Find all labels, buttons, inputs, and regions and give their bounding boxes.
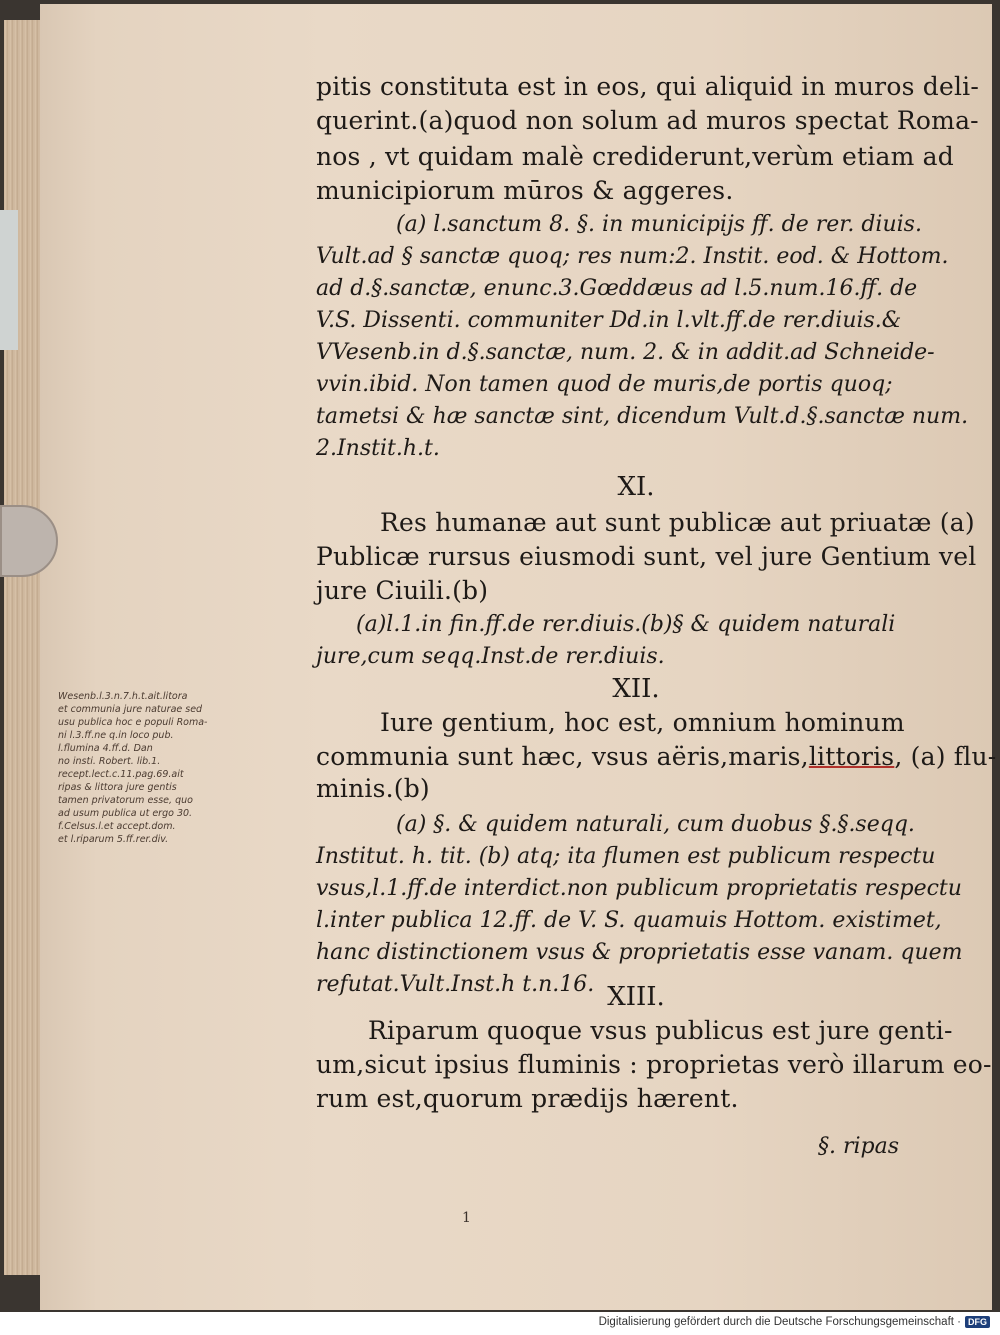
text-line: Iure gentium, hoc est, omnium hominum xyxy=(380,708,905,737)
footer-text: Digitalisierung gefördert durch die Deutsche Forschungsgemeinschaft · xyxy=(598,1316,961,1328)
handwritten-line: recept.lect.c.11.pag.69.ait xyxy=(58,769,184,780)
underlined-word: littoris xyxy=(808,742,895,771)
text-line: Res humanæ aut sunt publicæ aut priuatæ (a) xyxy=(380,508,975,537)
footnote-line: V.S. Dissenti. communiter Dd.in l.vlt.ff.de rer.diuis.& xyxy=(316,308,902,333)
handwritten-line: l.flumina 4.ff.d. Dan xyxy=(58,743,153,754)
text-line: Riparum quoque vsus publicus est jure genti- xyxy=(368,1016,953,1045)
footnote-line: hanc distinctionem vsus & proprietatis esse vanam. quem xyxy=(316,940,963,965)
text-line: um,sicut ipsius fluminis : proprietas verò illarum eo- xyxy=(316,1050,992,1079)
paper-tab xyxy=(0,210,18,350)
handwritten-line: f.Celsus.l.et accept.dom. xyxy=(58,821,176,832)
footnote-line: (a) l.sanctum 8. §. in municipijs ff. de rer. diuis. xyxy=(396,212,922,237)
footnote-line: Vult.ad § sanctæ quoq; res num:2. Instit. eod. & Hottom. xyxy=(316,244,949,269)
dfg-logo-icon: DFG xyxy=(965,1316,990,1328)
handwritten-line: tamen privatorum esse, quo xyxy=(58,795,193,806)
digitization-footer xyxy=(599,1313,990,1331)
section-heading: XIII. xyxy=(607,982,665,1012)
text-line: jure Ciuili.(b) xyxy=(316,576,489,605)
handwritten-line: et communia jure naturae sed xyxy=(58,704,203,715)
text-segment: , (a) flu- xyxy=(894,742,997,771)
footnote-line: vsus,l.1.ff.de interdict.non publicum proprietatis respectu xyxy=(316,876,962,901)
text-line: rum est,quorum prædijs hærent. xyxy=(316,1084,739,1113)
handwritten-line: no insti. Robert. lib.1. xyxy=(58,756,161,767)
book-page-edges xyxy=(4,20,42,1275)
text-line: minis.(b) xyxy=(316,774,430,803)
catchword: §. ripas xyxy=(818,1134,900,1159)
text-line xyxy=(316,742,996,771)
handwritten-line: Wesenb.l.3.n.7.h.t.ait.litora xyxy=(58,691,188,702)
section-heading: XII. xyxy=(612,674,660,704)
text-line: nos , vt quidam malè crediderunt,verùm etiam ad xyxy=(316,142,954,171)
footnote-line: ad d.§.sanctæ, enunc.3.Gœddæus ad l.5.num.16.ff. de xyxy=(316,276,918,301)
handwritten-line: usu publica hoc e populi Roma- xyxy=(58,717,208,728)
page-mark: 1 xyxy=(462,1210,471,1226)
handwritten-line: ad usum publica ut ergo 30. xyxy=(58,808,193,819)
text-line: municipiorum mūros & aggeres. xyxy=(316,176,734,205)
handwritten-line: ni l.3.ff.ne q.in loco pub. xyxy=(58,730,174,741)
footnote-line: jure,cum seqq.Inst.de rer.diuis. xyxy=(316,644,665,669)
footnote-line: 2.Instit.h.t. xyxy=(316,436,440,461)
footnote-line: Institut. h. tit. (b) atq; ita flumen est publicum respectu xyxy=(316,844,936,869)
text-line: pitis constituta est in eos, qui aliquid in muros deli- xyxy=(316,72,979,101)
text-line: Publicæ rursus eiusmodi sunt, vel jure Gentium vel xyxy=(316,542,977,571)
handwritten-line: ripas & littora jure gentis xyxy=(58,782,177,793)
section-heading: XI. xyxy=(617,472,655,502)
footnote-line: tametsi & hæ sanctæ sint, dicendum Vult.d.§.sanctæ num. xyxy=(316,404,969,429)
footnote-line: l.inter publica 12.ff. de V. S. quamuis Hottom. existimet, xyxy=(316,908,942,933)
footnote-line: refutat.Vult.Inst.h t.n.16. xyxy=(316,972,595,997)
footnote-line: (a)l.1.in fin.ff.de rer.diuis.(b)§ & quidem naturali xyxy=(356,612,896,637)
text-line: querint.(a)quod non solum ad muros spectat Roma- xyxy=(316,106,979,135)
footnote-line: vvin.ibid. Non tamen quod de muris,de portis quoq; xyxy=(316,372,893,397)
footnote-line: (a) §. & quidem naturali, cum duobus §.§.seqq. xyxy=(396,812,915,837)
text-segment: communia sunt hæc, vsus aëris,maris, xyxy=(316,742,809,771)
handwritten-line: et l.riparum 5.ff.rer.div. xyxy=(58,834,169,845)
handwritten-margin-note xyxy=(58,690,288,846)
footnote-line: VVesenb.in d.§.sanctæ, num. 2. & in addit.ad Schneide- xyxy=(316,340,935,365)
